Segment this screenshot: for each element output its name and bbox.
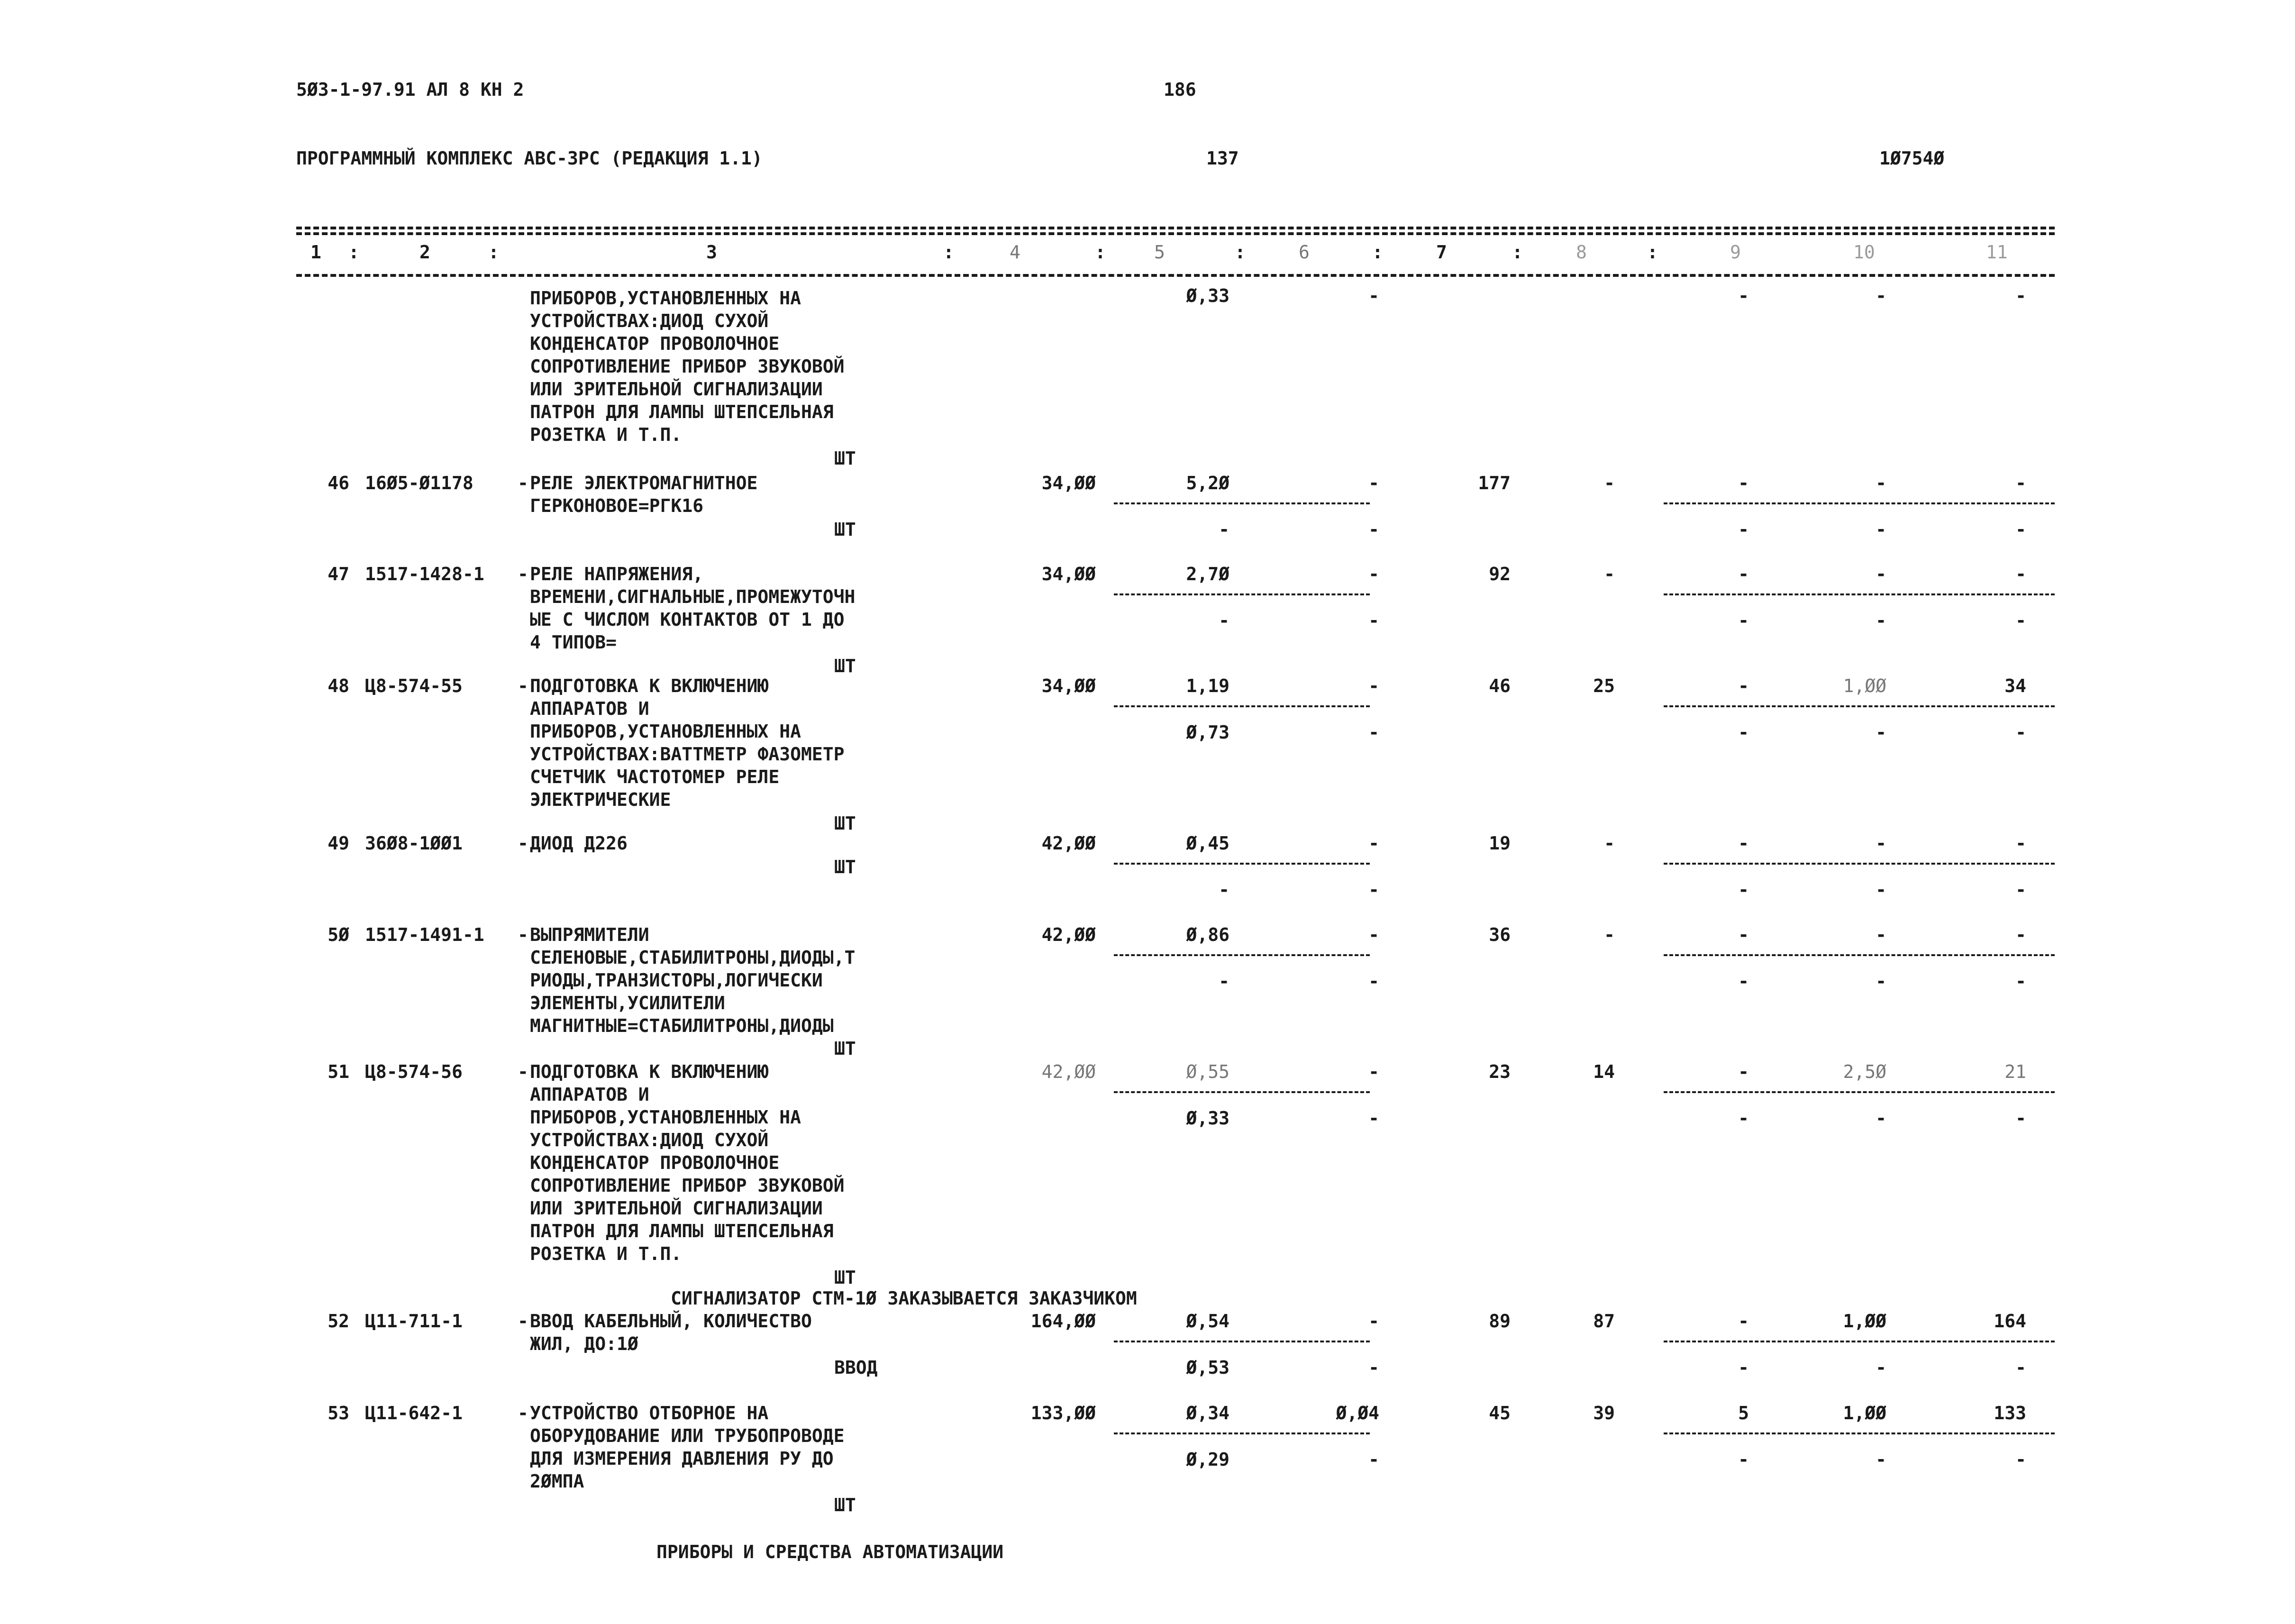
value-c11-top: 34: [2004, 675, 2026, 696]
value-c10-bottom: -: [1876, 519, 1886, 540]
value-c6-bottom: -: [1368, 519, 1379, 540]
value-c8: 87: [1593, 1311, 1615, 1332]
value-c4: 34,ØØ: [1041, 564, 1096, 584]
item-description: РЕЛЕ ЭЛЕКТРОМАГНИТНОЕ: [530, 473, 758, 493]
value-c11-top: 164: [1994, 1311, 2026, 1332]
sheet-number: 137: [1206, 148, 1239, 169]
item-description: КОНДЕНСАТОР ПРОВОЛОЧНОЕ: [530, 1152, 780, 1173]
split-rule: [1664, 593, 2055, 595]
unit-of-measure: ШТ: [834, 813, 856, 834]
unit-of-measure: ШТ: [834, 448, 856, 469]
value-c4: 42,ØØ: [1041, 1061, 1096, 1082]
table-top-rule-2: [296, 232, 2055, 235]
value-c10-top: -: [1876, 564, 1886, 584]
value-c10-top: 2,5Ø: [1843, 1061, 1886, 1082]
value-c5-bottom: Ø,29: [1186, 1449, 1229, 1470]
value-c8: 39: [1593, 1403, 1615, 1423]
norm-code: Ц8-574-56: [365, 1061, 463, 1082]
value-c9-bottom: -: [1738, 610, 1749, 631]
col-11-header: 11: [1986, 242, 2008, 263]
value-c6-bottom: -: [1368, 722, 1379, 743]
item-description: ПАТРОН ДЛЯ ЛАМПЫ ШТЕПСЕЛЬНАЯ: [530, 1221, 834, 1241]
value-c8: -: [1604, 473, 1615, 493]
item-description: РОЗЕТКА И Т.П.: [530, 424, 682, 445]
norm-code: 36Ø8-1ØØ1: [365, 833, 463, 854]
item-description: СОПРОТИВЛЕНИЕ ПРИБОР ЗВУКОВОЙ: [530, 356, 845, 377]
value-c10-bottom: -: [1876, 722, 1886, 743]
value-c11: -: [2015, 285, 2026, 306]
value-c6-bottom: -: [1368, 879, 1379, 900]
value-c11-bottom: -: [2015, 971, 2026, 992]
value-c6-top: -: [1368, 473, 1379, 493]
item-description: ЖИЛ, ДО:1Ø: [530, 1333, 638, 1354]
col-8-header: 8: [1576, 242, 1587, 263]
norm-code: 1517-1491-1: [365, 924, 484, 945]
value-c8: 14: [1593, 1061, 1615, 1082]
col-3-header: 3: [706, 242, 717, 263]
item-description: ВВОД КАБЕЛЬНЫЙ, КОЛИЧЕСТВО: [530, 1311, 812, 1332]
program-title: ПРОГРАММНЫЙ КОМПЛЕКС АВС-3РС (РЕДАКЦИЯ 1.1): [296, 148, 763, 169]
value-c10-bottom: -: [1876, 1357, 1886, 1378]
unit-of-measure: ШТ: [834, 857, 856, 877]
value-c5-bottom: -: [1219, 879, 1229, 900]
value-c6-top: Ø,Ø4: [1336, 1403, 1379, 1423]
value-c6-top: -: [1368, 1311, 1379, 1332]
value-c9-bottom: -: [1738, 879, 1749, 900]
value-c11-top: 21: [2004, 1061, 2026, 1082]
unit-of-measure: ШТ: [834, 656, 856, 676]
value-c5-bottom: -: [1219, 519, 1229, 540]
item-description: СЕЛЕНОВЫЕ,СТАБИЛИТРОНЫ,ДИОДЫ,Т: [530, 947, 856, 968]
item-description: КОНДЕНСАТОР ПРОВОЛОЧНОЕ: [530, 333, 780, 354]
unit-of-measure: ШТ: [834, 1038, 856, 1059]
value-c7: 36: [1489, 924, 1511, 945]
col-7-header: 7: [1436, 242, 1447, 263]
col-9-header: 9: [1730, 242, 1741, 263]
section-footer: ПРИБОРЫ И СРЕДСТВА АВТОМАТИЗАЦИИ: [656, 1542, 1004, 1562]
value-c10-top: 1,ØØ: [1843, 1311, 1886, 1332]
value-c11-bottom: -: [2015, 1108, 2026, 1129]
dash-marker: -: [518, 1403, 528, 1423]
row-number: 47: [328, 564, 349, 584]
col-sep: :: [348, 242, 359, 263]
split-rule: [1664, 705, 2055, 707]
value-c8: -: [1604, 833, 1615, 854]
value-c10-top: -: [1876, 833, 1886, 854]
col-sep: :: [1512, 242, 1523, 263]
value-c10: -: [1876, 285, 1886, 306]
dash-marker: -: [518, 1311, 528, 1332]
value-c9-top: -: [1738, 1061, 1749, 1082]
value-c11-bottom: -: [2015, 519, 2026, 540]
split-rule: [1664, 1432, 2055, 1434]
split-rule: [1664, 1091, 2055, 1093]
value-c10-top: -: [1876, 924, 1886, 945]
item-description: АППАРАТОВ И: [530, 698, 649, 719]
item-description: МАГНИТНЫЕ=СТАБИЛИТРОНЫ,ДИОДЫ: [530, 1015, 834, 1036]
item-description: 2ØМПА: [530, 1471, 584, 1492]
value-c6-bottom: -: [1368, 1449, 1379, 1470]
value-c9-top: -: [1738, 1311, 1749, 1332]
dash-marker: -: [518, 924, 528, 945]
page-number: 186: [1164, 79, 1196, 100]
split-rule: [1114, 593, 1370, 595]
split-rule: [1664, 863, 2055, 865]
col-sep: :: [488, 242, 499, 263]
item-description: ЫЕ С ЧИСЛОМ КОНТАКТОВ ОТ 1 ДО: [530, 609, 845, 630]
value-c8: -: [1604, 924, 1615, 945]
split-rule: [1114, 1341, 1370, 1342]
value-c11-top: -: [2015, 473, 2026, 493]
value-c6-top: -: [1368, 924, 1379, 945]
item-description: ГЕРКОНОВОЕ=РГК16: [530, 495, 704, 516]
item-description: ПРИБОРОВ,УСТАНОВЛЕННЫХ НА: [530, 288, 801, 309]
value-c10-top: 1,ØØ: [1843, 1403, 1886, 1423]
value-c4: 42,ØØ: [1041, 833, 1096, 854]
item-description: УСТРОЙСТВАХ:ДИОД СУХОЙ: [530, 1130, 769, 1150]
item-description: ПОДГОТОВКА К ВКЛЮЧЕНИЮ: [530, 1061, 769, 1082]
value-c6-top: -: [1368, 1061, 1379, 1082]
value-c5-bottom: Ø,73: [1186, 722, 1229, 743]
value-c11-top: 133: [1994, 1403, 2026, 1423]
row-number: 51: [328, 1061, 349, 1082]
split-rule: [1664, 502, 2055, 504]
value-c5-top: 2,7Ø: [1186, 564, 1229, 584]
value-c11-bottom: -: [2015, 722, 2026, 743]
item-description: ИЛИ ЗРИТЕЛЬНОЙ СИГНАЛИЗАЦИИ: [530, 1198, 823, 1219]
value-c11-top: -: [2015, 924, 2026, 945]
dash-marker: -: [518, 1061, 528, 1082]
split-rule: [1114, 1432, 1370, 1434]
value-c6-bottom: -: [1368, 1108, 1379, 1129]
item-description: ДЛЯ ИЗМЕРЕНИЯ ДАВЛЕНИЯ РУ ДО: [530, 1448, 834, 1469]
value-c8: 25: [1593, 675, 1615, 696]
dash-marker: -: [518, 833, 528, 854]
value-c9-bottom: -: [1738, 722, 1749, 743]
item-description: УСТРОЙСТВО ОТБОРНОЕ НА: [530, 1403, 769, 1423]
split-rule: [1114, 863, 1370, 865]
value-c6-top: -: [1368, 564, 1379, 584]
item-description: АППАРАТОВ И: [530, 1084, 649, 1105]
dash-marker: -: [518, 473, 528, 493]
value-c9-bottom: -: [1738, 1449, 1749, 1470]
value-c5-top: Ø,34: [1186, 1403, 1229, 1423]
split-rule: [1664, 954, 2055, 956]
value-c7: 177: [1478, 473, 1511, 493]
value-c10-top: 1,ØØ: [1843, 675, 1886, 696]
col-sep: :: [1095, 242, 1106, 263]
value-c7: 19: [1489, 833, 1511, 854]
value-c9-top: -: [1738, 473, 1749, 493]
value-c6: -: [1368, 285, 1379, 306]
item-description: ПРИБОРОВ,УСТАНОВЛЕННЫХ НА: [530, 721, 801, 742]
item-description: ИЛИ ЗРИТЕЛЬНОЙ СИГНАЛИЗАЦИИ: [530, 379, 823, 400]
item-description: ПРИБОРОВ,УСТАНОВЛЕННЫХ НА: [530, 1107, 801, 1128]
item-description: 4 ТИПОВ=: [530, 632, 617, 653]
value-c9-top: -: [1738, 564, 1749, 584]
value-c4: 133,ØØ: [1030, 1403, 1096, 1423]
item-description: ОБОРУДОВАНИЕ ИЛИ ТРУБОПРОВОДЕ: [530, 1425, 845, 1446]
dash-marker: -: [518, 675, 528, 696]
col-10-header: 10: [1853, 242, 1875, 263]
col-sep: :: [1372, 242, 1383, 263]
split-rule: [1114, 1091, 1370, 1093]
item-description: СЧЕТЧИК ЧАСТОТОМЕР РЕЛЕ: [530, 766, 780, 787]
value-c11-top: -: [2015, 833, 2026, 854]
value-c5-top: 5,2Ø: [1186, 473, 1229, 493]
value-c6-top: -: [1368, 833, 1379, 854]
value-c10-bottom: -: [1876, 610, 1886, 631]
value-c7: 46: [1489, 675, 1511, 696]
value-c5-top: Ø,55: [1186, 1061, 1229, 1082]
col-5-header: 5: [1154, 242, 1165, 263]
value-c9-top: -: [1738, 924, 1749, 945]
value-c6-bottom: -: [1368, 1357, 1379, 1378]
item-description: ПАТРОН ДЛЯ ЛАМПЫ ШТЕПСЕЛЬНАЯ: [530, 401, 834, 422]
value-c4: 34,ØØ: [1041, 675, 1096, 696]
value-c7: 45: [1489, 1403, 1511, 1423]
unit-of-measure: ШТ: [834, 519, 856, 540]
value-c6-bottom: -: [1368, 971, 1379, 992]
table-header-rule: [296, 274, 2055, 277]
item-description: СОПРОТИВЛЕНИЕ ПРИБОР ЗВУКОВОЙ: [530, 1175, 845, 1196]
value-c10-bottom: -: [1876, 1449, 1886, 1470]
value-c5-bottom: Ø,53: [1186, 1357, 1229, 1378]
document-code: 5Ø3-1-97.91 АЛ 8 КН 2: [296, 79, 524, 100]
unit-of-measure: ШТ: [834, 1495, 856, 1515]
unit-of-measure: ШТ: [834, 1267, 856, 1288]
col-4-header: 4: [1010, 242, 1020, 263]
row-number: 48: [328, 675, 349, 696]
value-c9-top: -: [1738, 675, 1749, 696]
value-c11-bottom: -: [2015, 610, 2026, 631]
value-c7: 89: [1489, 1311, 1511, 1332]
split-rule: [1114, 502, 1370, 504]
norm-code: Ц8-574-55: [365, 675, 463, 696]
value-c5-top: Ø,54: [1186, 1311, 1229, 1332]
value-c8: -: [1604, 564, 1615, 584]
value-c11-bottom: -: [2015, 1449, 2026, 1470]
value-c11-bottom: -: [2015, 1357, 2026, 1378]
value-c11-top: -: [2015, 564, 2026, 584]
value-c5-bottom: -: [1219, 971, 1229, 992]
value-c7: 92: [1489, 564, 1511, 584]
value-c4: 42,ØØ: [1041, 924, 1096, 945]
supplier-note: СИГНАЛИЗАТОР СТМ-1Ø ЗАКАЗЫВАЕТСЯ ЗАКАЗЧИКОМ: [671, 1288, 1137, 1309]
col-sep: :: [1235, 242, 1246, 263]
norm-code: 1517-1428-1: [365, 564, 484, 584]
row-number: 5Ø: [328, 924, 349, 945]
value-c9: -: [1738, 285, 1749, 306]
value-c9-top: 5: [1738, 1403, 1749, 1423]
table-top-rule: [296, 227, 2055, 229]
item-description: ДИОД Д226: [530, 833, 628, 854]
split-rule: [1664, 1341, 2055, 1342]
col-6-header: 6: [1299, 242, 1310, 263]
unit-of-measure: ВВОД: [834, 1357, 878, 1378]
item-description: ПОДГОТОВКА К ВКЛЮЧЕНИЮ: [530, 675, 769, 696]
value-c11-bottom: -: [2015, 879, 2026, 900]
split-rule: [1114, 705, 1370, 707]
item-description: РОЗЕТКА И Т.П.: [530, 1243, 682, 1264]
col-1-header: 1: [310, 242, 321, 263]
col-sep: :: [1647, 242, 1658, 263]
value-c5-top: Ø,45: [1186, 833, 1229, 854]
value-c4: 164,ØØ: [1030, 1311, 1096, 1332]
value-c5: Ø,33: [1186, 285, 1229, 306]
value-c10-top: -: [1876, 473, 1886, 493]
col-sep: :: [943, 242, 954, 263]
norm-code: Ц11-711-1: [365, 1311, 463, 1332]
value-c4: 34,ØØ: [1041, 473, 1096, 493]
value-c9-bottom: -: [1738, 971, 1749, 992]
value-c5-bottom: -: [1219, 610, 1229, 631]
norm-code: Ц11-642-1: [365, 1403, 463, 1423]
item-description: РЕЛЕ НАПРЯЖЕНИЯ,: [530, 564, 704, 584]
value-c10-bottom: -: [1876, 879, 1886, 900]
value-c7: 23: [1489, 1061, 1511, 1082]
item-description: ЭЛЕКТРИЧЕСКИЕ: [530, 789, 671, 810]
dash-marker: -: [518, 564, 528, 584]
item-description: ВЫПРЯМИТЕЛИ: [530, 924, 649, 945]
value-c9-bottom: -: [1738, 1108, 1749, 1129]
item-description: ВРЕМЕНИ,СИГНАЛЬНЫЕ,ПРОМЕЖУТОЧН: [530, 586, 856, 607]
value-c5-top: 1,19: [1186, 675, 1229, 696]
value-c5-top: Ø,86: [1186, 924, 1229, 945]
value-c10-bottom: -: [1876, 971, 1886, 992]
row-number: 53: [328, 1403, 349, 1423]
value-c5-bottom: Ø,33: [1186, 1108, 1229, 1129]
value-c9-bottom: -: [1738, 1357, 1749, 1378]
value-c6-bottom: -: [1368, 610, 1379, 631]
value-c9-bottom: -: [1738, 519, 1749, 540]
item-description: УСТРОЙСТВАХ:ВАТТМЕТР ФАЗОМЕТР: [530, 744, 845, 765]
row-number: 49: [328, 833, 349, 854]
item-description: РИОДЫ,ТРАНЗИСТОРЫ,ЛОГИЧЕСКИ: [530, 970, 823, 991]
value-c6-top: -: [1368, 675, 1379, 696]
col-2-header: 2: [419, 242, 430, 263]
value-c9-top: -: [1738, 833, 1749, 854]
document-number: 1Ø754Ø: [1879, 148, 1945, 169]
row-number: 46: [328, 473, 349, 493]
item-description: УСТРОЙСТВАХ:ДИОД СУХОЙ: [530, 310, 769, 331]
value-c10-bottom: -: [1876, 1108, 1886, 1129]
row-number: 52: [328, 1311, 349, 1332]
split-rule: [1114, 954, 1370, 956]
item-description: ЭЛЕМЕНТЫ,УСИЛИТЕЛИ: [530, 993, 725, 1013]
norm-code: 16Ø5-Ø1178: [365, 473, 474, 493]
